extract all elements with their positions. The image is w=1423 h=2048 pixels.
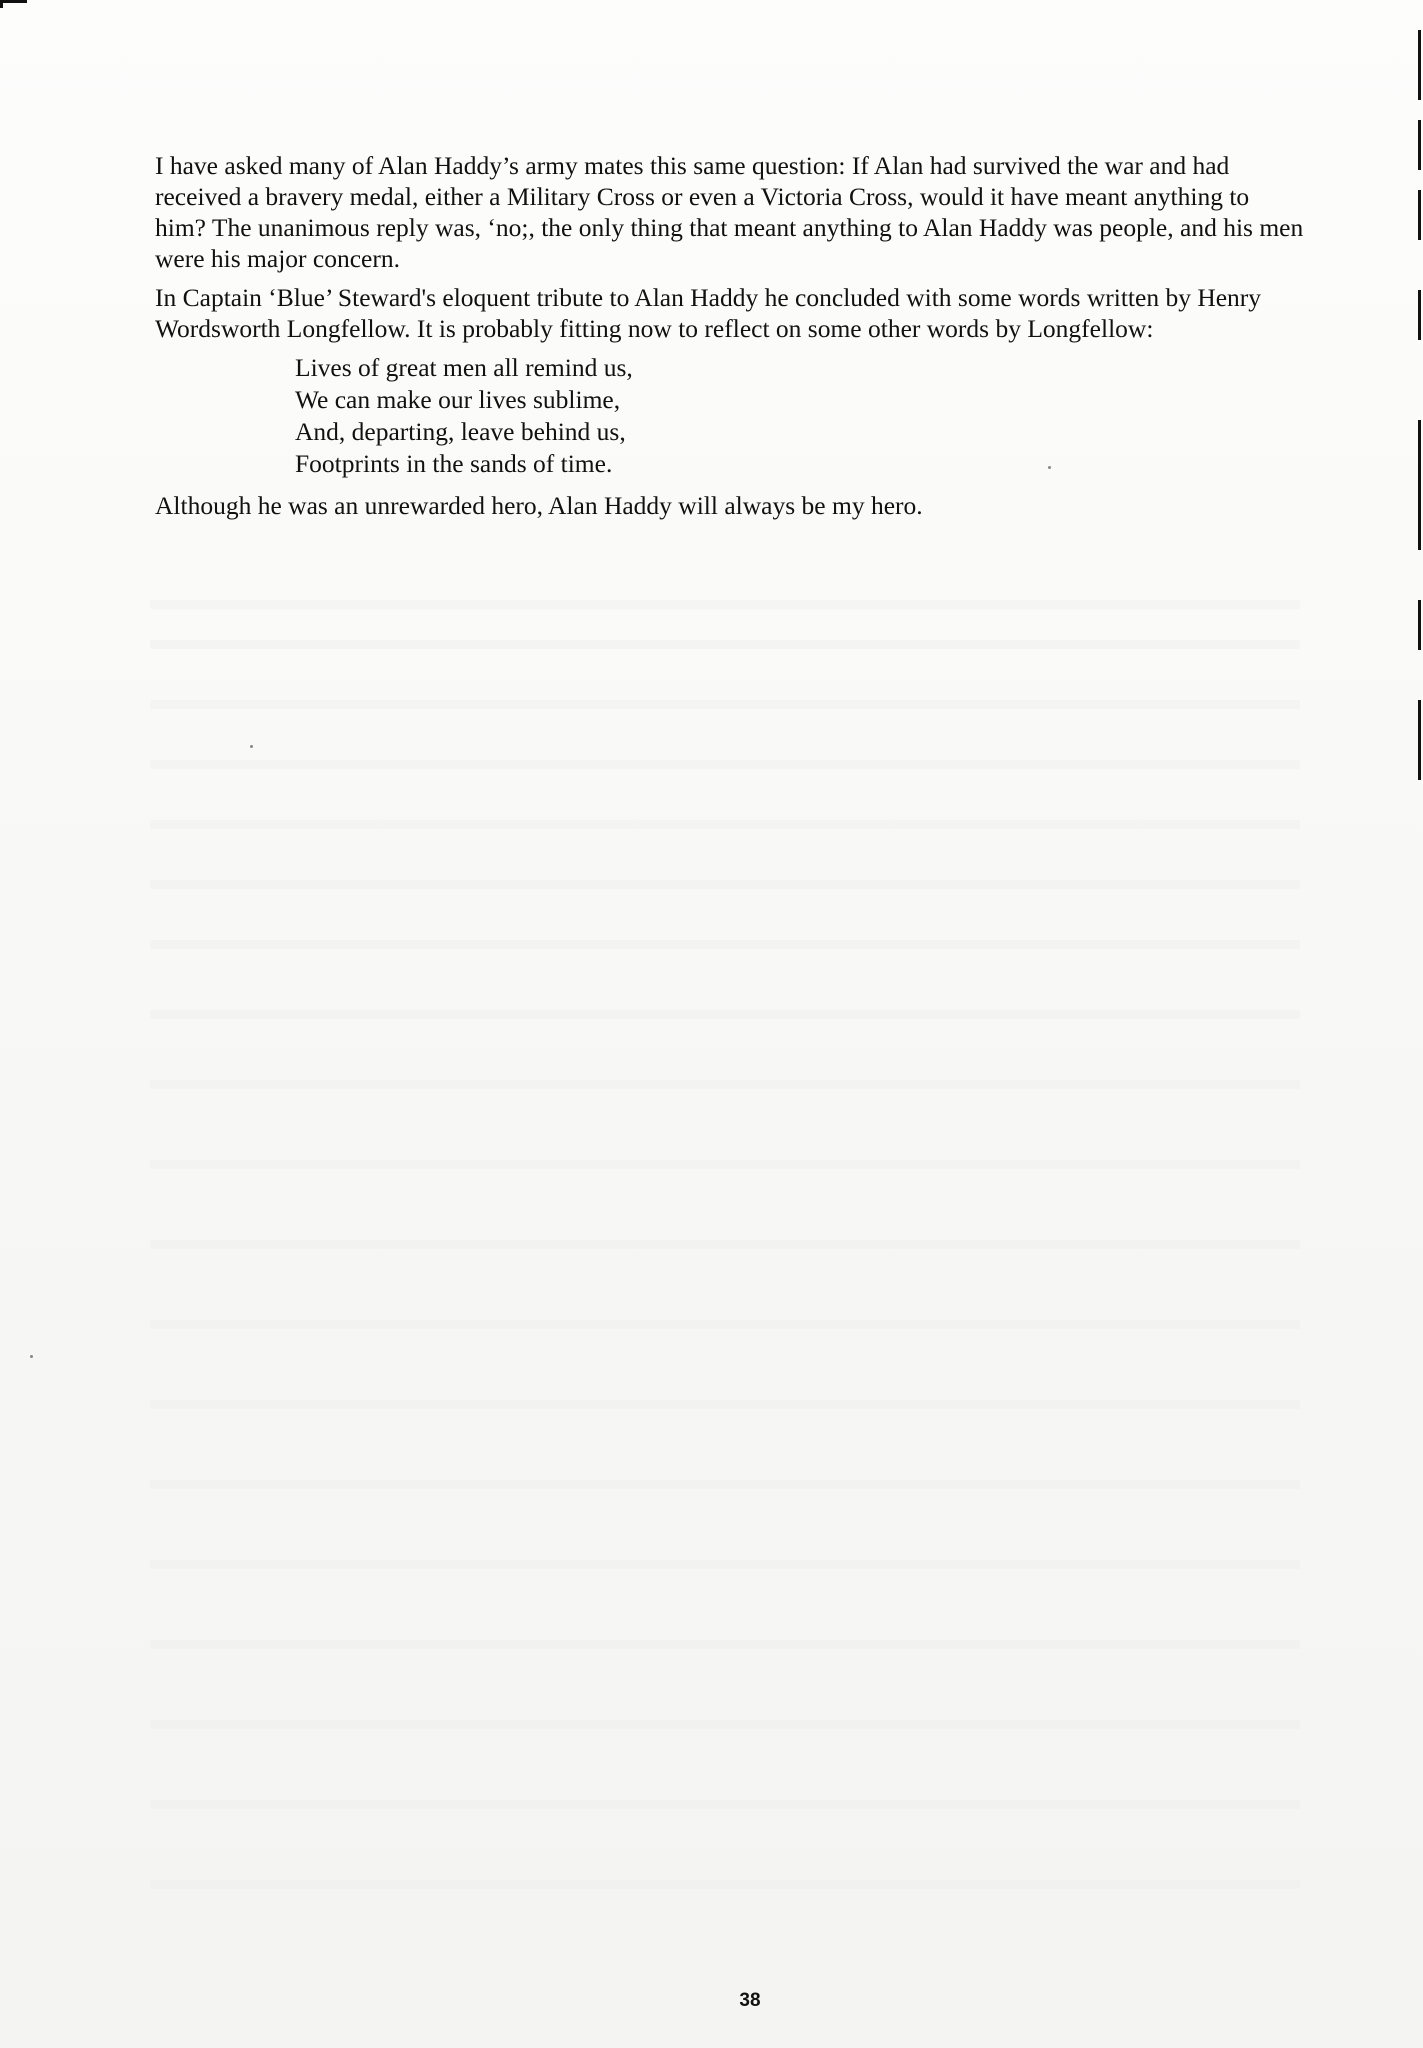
closing-paragraph: Although he was an unrewarded hero, Alan Haddy will always be my hero. xyxy=(155,491,923,520)
poem-line: Footprints in the sands of time. xyxy=(295,449,613,478)
paragraph: I have asked many of Alan Haddy’s army mates this same question: If Alan had survived the war and had received a bravery medal, either a Military Cross or even a Victoria Cross, would it have meant anything to him? The unanimous reply was, ‘no;, the only thing that meant anything to Alan Haddy was people, and his men were his major concern. xyxy=(155,151,1304,273)
scan-edge-mark xyxy=(1418,700,1421,780)
body-text xyxy=(155,150,1305,529)
scan-edge-mark xyxy=(1418,30,1421,100)
scan-edge-mark xyxy=(1418,190,1421,240)
poem-line: Lives of great men all remind us, xyxy=(295,353,633,382)
scan-edge-mark xyxy=(1418,600,1421,650)
scan-corner-mark xyxy=(0,0,27,8)
paragraph: In Captain ‘Blue’ Steward's eloquent tribute to Alan Haddy he concluded with some words written by Henry Wordsworth Longfellow. It is probably fitting now to reflect on some other words by Longfellow: xyxy=(155,283,1262,343)
poem-line: We can make our lives sublime, xyxy=(295,385,621,414)
scan-edge-mark xyxy=(1418,290,1421,340)
scan-edge-mark xyxy=(1418,420,1421,550)
page-number: 38 xyxy=(739,1990,761,2011)
poem-line: And, departing, leave behind us, xyxy=(295,417,626,446)
poem-block xyxy=(295,352,1305,480)
scan-edge-mark xyxy=(1418,120,1421,170)
